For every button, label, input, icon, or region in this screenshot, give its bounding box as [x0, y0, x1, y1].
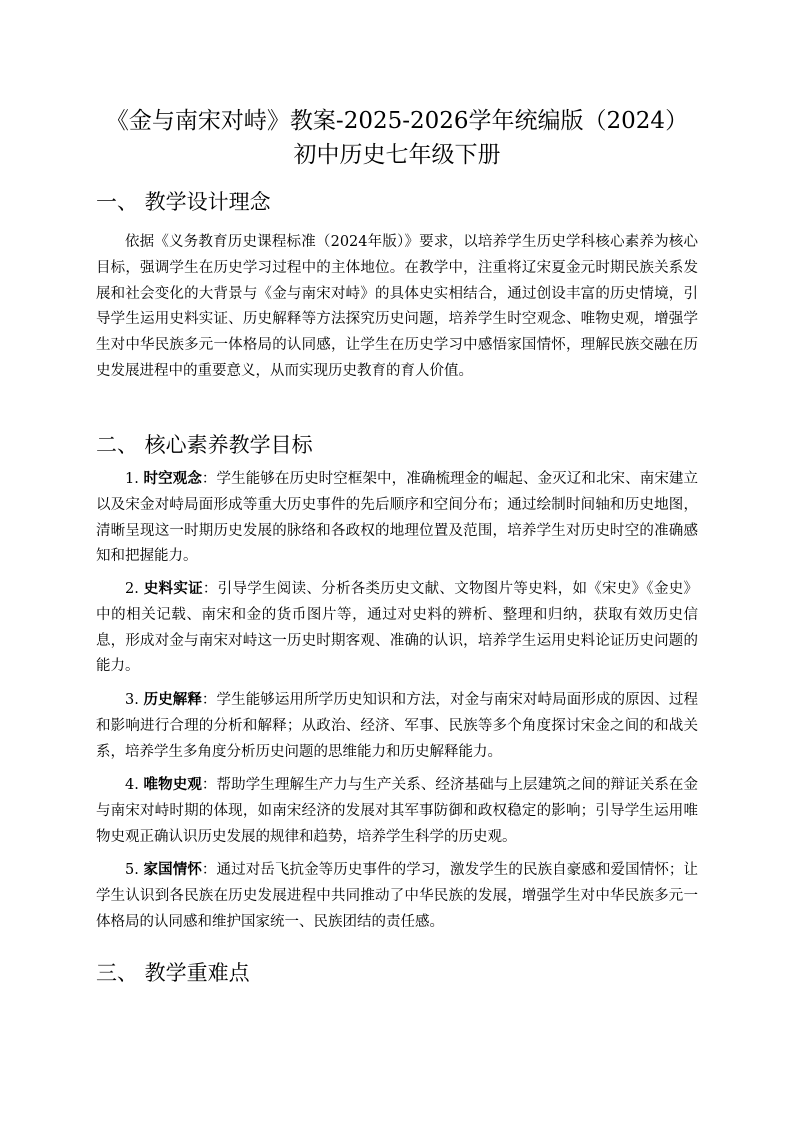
objective-number: 3. — [125, 692, 139, 708]
objective-text: ：引导学生阅读、分析各类历史文献、文物图片等史料，如《宋史》《金史》中的相关记载、南宋和金的货币图片等，通过对史料的辨析、整理和归纳，获取有效历史信息，形成对金与南宋对峙这一历史时期客观、准确的认识，培养学生运用史料论证历史问题的能力。 — [96, 581, 699, 675]
objective-text: ：帮助学生理解生产力与生产关系、经济基础与上层建筑之间的辩证关系在金与南宋对峙时期的体现，如南宋经济的发展对其军事防御和政权稳定的影响；引导学生运用唯物史观正确认识历史发展的规律和趋势，培养学生科学的历史观。 — [96, 777, 698, 845]
objective-number: 1. — [125, 471, 139, 487]
objective-item-historical-interpretation — [96, 687, 698, 765]
objective-label: 唯物史观 — [143, 776, 202, 793]
objective-label: 史料实证 — [143, 580, 203, 597]
objective-item-historical-evidence — [96, 576, 698, 680]
objective-number: 2. — [125, 581, 139, 597]
objective-text: ：学生能够运用所学历史知识和方法，对金与南宋对峙局面形成的原因、过程和影响进行合理的分析和解释；从政治、经济、军事、民族等多个角度探讨宋金之间的和战关系，培养学生多角度分析历史问题的思维能力和历史解释能力。 — [96, 692, 698, 760]
teaching-design-concept-paragraph: 依据《义务教育历史课程标准（2024年版）》要求，以培养学生历史学科核心素养为核心目标，强调学生在历史学习过程中的主体地位。在教学中，注重将辽宋夏金元时期民族关系发展和社会变化的大背景与《金与南宋对峙》的具体史实相结合，通过创设丰富的历史情境，引导学生运用史料实证、历史解释等方法探究历史问题，培养学生时空观念、唯物史观，增强学生对中华民族多元一体格局的认同感，让学生在历史学习中感悟家国情怀，理解民族交融在历史发展进程中的重要意义，从而实现历史教育的育人价值。 — [96, 234, 698, 379]
objective-number: 4. — [125, 777, 139, 793]
objective-text: ：通过对岳飞抗金等历史事件的学习，激发学生的民族自豪感和爱国情怀；让学生认识到各民族在历史发展进程中共同推动了中华民族的发展，增强学生对中华民族多元一体格局的认同感和维护国家统一、民族团结的责任感。 — [96, 862, 698, 930]
objective-item-historical-materialism — [96, 772, 698, 850]
document-title: 《金与南宋对峙》教案-2025-2026学年统编版（2024）初中历史七年级下册 — [105, 108, 689, 168]
objective-item-patriotism — [96, 857, 698, 935]
section-heading-teaching-design-concept: 一、 教学设计理念 — [96, 190, 271, 214]
objective-label: 时空观念 — [143, 470, 202, 487]
objective-number: 5. — [125, 862, 139, 878]
objective-label: 历史解释 — [143, 691, 202, 708]
section-heading-core-literacy-objectives: 二、 核心素养教学目标 — [96, 433, 313, 457]
objective-item-spatiotemporal — [96, 466, 698, 570]
section-heading-key-difficult-points: 三、 教学重难点 — [96, 961, 250, 985]
objective-label: 家国情怀 — [143, 861, 202, 878]
objective-text: ：学生能够在历史时空框架中，准确梳理金的崛起、金灭辽和北宋、南宋建立以及宋金对峙局面形成等重大历史事件的先后顺序和空间分布；通过绘制时间轴和历史地图，清晰呈现这一时期历史发展的脉络和各政权的地理位置及范围，培养学生对历史时空的准确感知和把握能力。 — [96, 471, 698, 565]
